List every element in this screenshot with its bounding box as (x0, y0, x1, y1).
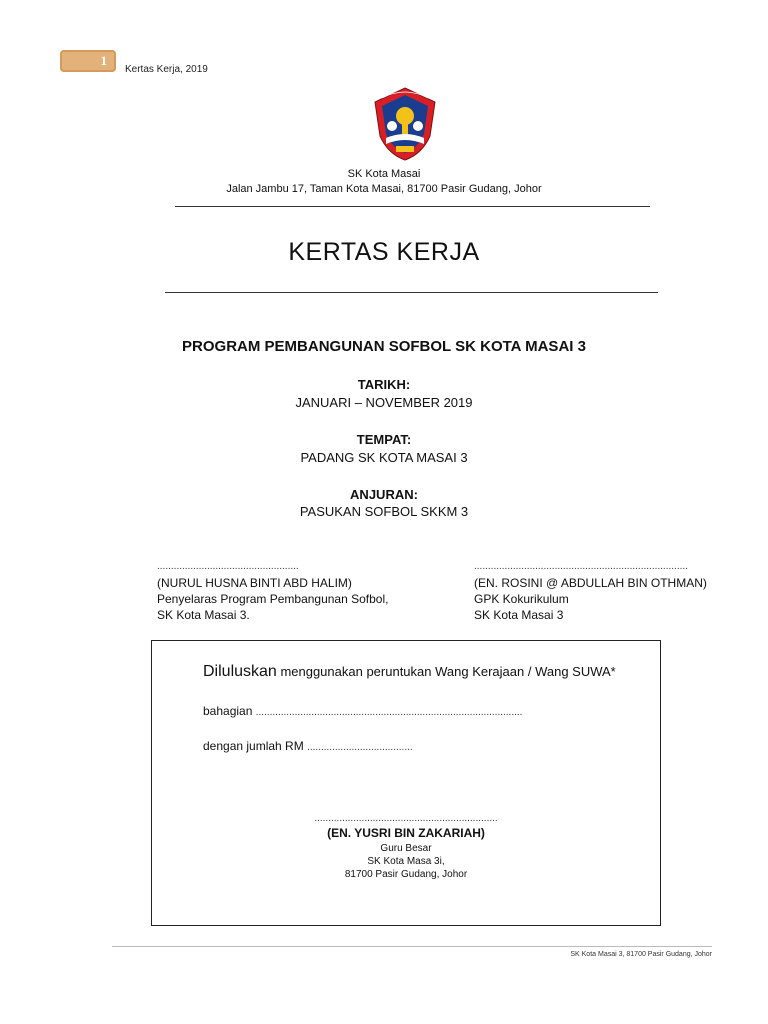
header-divider (175, 206, 650, 207)
running-header: Kertas Kerja, 2019 (125, 64, 208, 75)
amount-label: dengan jumlah RM (203, 739, 304, 753)
signatory-org: SK Kota Masai 3. (157, 608, 250, 622)
page-number-badge (60, 50, 116, 72)
head-signature-block (152, 813, 660, 880)
approval-box (151, 640, 661, 926)
approval-text: menggunakan peruntukan Wang Kerajaan / Wang SUWA* (280, 664, 616, 679)
venue-label: TEMPAT: (356, 432, 412, 447)
amount-line (203, 739, 413, 753)
signatory-left (157, 559, 388, 623)
approval-statement (203, 663, 616, 681)
signature-line: ................................................... (157, 561, 299, 572)
title-divider (165, 292, 658, 293)
approval-keyword: Diluluskan (203, 663, 277, 680)
section-label: bahagian (203, 704, 253, 718)
footer-address: SK Kota Masai 3, 81700 Pasir Gudang, Johor (570, 951, 712, 958)
signature-line: ............................................................................. (474, 561, 688, 572)
school-name: SK Kota Masai (347, 168, 421, 180)
head-school: SK Kota Masa 3i, (367, 856, 445, 867)
signatory-name: (EN. ROSINI @ ABDULLAH BIN OTHMAN) (474, 576, 707, 590)
section-line (203, 704, 522, 718)
school-address: Jalan Jambu 17, Taman Kota Masai, 81700 Pasir Gudang, Johor (226, 183, 542, 195)
signatory-org: SK Kota Masai 3 (474, 608, 564, 622)
head-address: 81700 Pasir Gudang, Johor (344, 869, 468, 880)
signatory-role: GPK Kokurikulum (474, 592, 569, 606)
section-field: ................................................................................................ (255, 707, 523, 718)
document-title: KERTAS KERJA (288, 238, 480, 266)
date-label: TARIKH: (357, 377, 411, 392)
footer-divider (112, 946, 712, 947)
head-name: (EN. YUSRI BIN ZAKARIAH) (327, 826, 485, 840)
head-title: Guru Besar (380, 843, 432, 854)
signatory-role: Penyelaras Program Pembangunan Sofbol, (157, 592, 389, 606)
organizer-value: PASUKAN SOFBOL SKKM 3 (299, 504, 469, 519)
page-number: 1 (100, 53, 107, 68)
signatory-name: (NURUL HUSNA BINTI ABD HALIM) (157, 576, 352, 590)
amount-field: ...................................... (307, 742, 413, 753)
school-crest-logo (372, 86, 438, 162)
signature-line: .................................................................. (314, 813, 498, 824)
date-value: JANUARI – NOVEMBER 2019 (295, 395, 473, 410)
program-title: PROGRAM PEMBANGUNAN SOFBOL SK KOTA MASAI 3 (182, 338, 586, 355)
venue-value: PADANG SK KOTA MASAI 3 (300, 450, 468, 465)
signatory-right (474, 559, 707, 623)
organizer-label: ANJURAN: (350, 487, 418, 502)
